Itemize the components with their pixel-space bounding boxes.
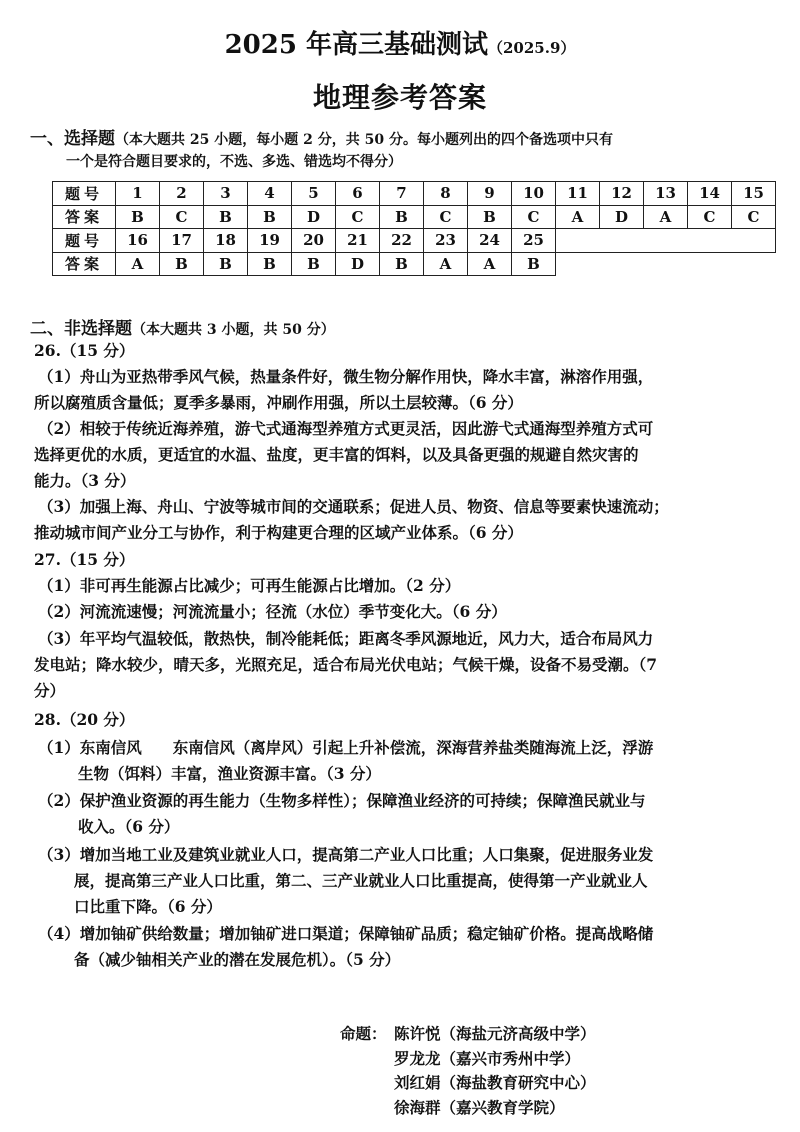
q28-line: 展，提高第三产业人口比重，第二、三产业就业人口比重提高，使得第一产业就业人 bbox=[74, 871, 648, 890]
question-number: 13 bbox=[644, 182, 688, 206]
question-number: 22 bbox=[380, 229, 424, 253]
q26-line: （3）加强上海、舟山、宁波等城市间的交通联系；促进人员、物资、信息等要素快速流动； bbox=[38, 497, 669, 516]
author-name: 罗龙龙（嘉兴市秀州中学） bbox=[394, 1048, 581, 1068]
section1-heading-line bbox=[30, 124, 613, 149]
q27-line: 分） bbox=[34, 681, 66, 700]
question-number: 5 bbox=[292, 182, 336, 206]
author-row bbox=[340, 1071, 596, 1096]
q26-line: 选择更优的水质，更适宜的水温、盐度，更丰富的饵料，以及具备更强的规避自然灾害的 bbox=[34, 445, 639, 464]
page-title bbox=[0, 24, 800, 61]
q28-line: （4）增加铀矿供给数量；增加铀矿进口渠道；保障铀矿品质；稳定铀矿价格。提高战略储 bbox=[38, 924, 654, 943]
table-blank bbox=[556, 229, 776, 253]
question-number: 19 bbox=[248, 229, 292, 253]
answer-label: 答案 bbox=[53, 205, 116, 229]
question-number: 23 bbox=[424, 229, 468, 253]
section1-note-line2: 一个是符合题目要求的，不选、多选、错选均不得分） bbox=[66, 154, 402, 170]
q26-line: 能力。（3 分） bbox=[34, 471, 136, 490]
q27-title: 27.（15 分） bbox=[34, 550, 135, 569]
page-subtitle: 地理参考答案 bbox=[312, 81, 487, 114]
section2-heading-line bbox=[30, 314, 335, 339]
table-row bbox=[53, 205, 776, 229]
section1-note-line1: （本大题共 25 小题，每小题 2 分，共 50 分。每小题列出的四个备选项中只有 bbox=[115, 132, 613, 148]
question-number: 20 bbox=[292, 229, 336, 253]
question-number: 9 bbox=[468, 182, 512, 206]
q27-line: （3）年平均气温较低，散热快，制冷能耗低；距离冬季风源地近，风力大，适合布局风力 bbox=[38, 629, 654, 648]
q28-line: （1）东南信风 东南信风（离岸风）引起上升补偿流，深海营养盐类随海流上泛，浮游 bbox=[38, 738, 654, 757]
question-number: 18 bbox=[204, 229, 248, 253]
question-number: 14 bbox=[688, 182, 732, 206]
answer-cell: C bbox=[512, 205, 556, 229]
author-row bbox=[340, 1022, 596, 1047]
section1-heading: 一、选择题 bbox=[30, 129, 115, 149]
q26-line: 推动城市间产业分工与协作，利于构建更合理的区域产业体系。（6 分） bbox=[34, 523, 523, 542]
section1-note-line2-wrap bbox=[66, 151, 402, 171]
section2-heading: 二、非选择题 bbox=[30, 319, 132, 339]
answer-cell: D bbox=[292, 205, 336, 229]
question-number: 2 bbox=[160, 182, 204, 206]
author-row bbox=[340, 1096, 596, 1121]
question-number: 15 bbox=[732, 182, 776, 206]
answer-cell: B bbox=[204, 205, 248, 229]
question-number: 12 bbox=[600, 182, 644, 206]
table-row bbox=[53, 252, 776, 276]
q26-line: （2）相较于传统近海养殖，游弋式通海型养殖方式更灵活，因此游弋式通海型养殖方式可 bbox=[38, 419, 654, 438]
title-main: 2025 年高三基础测试 bbox=[224, 30, 488, 60]
answer-cell: B bbox=[160, 252, 204, 276]
section2-note: （本大题共 3 小题，共 50 分） bbox=[132, 322, 335, 338]
q28-line: 口比重下降。（6 分） bbox=[74, 897, 222, 916]
authors-label: 命题： bbox=[340, 1024, 387, 1043]
authors-block bbox=[340, 1022, 596, 1120]
answer-cell: C bbox=[732, 205, 776, 229]
q28-line: 备（减少铀相关产业的潜在发展危机）。（5 分） bbox=[74, 950, 401, 969]
q27-line: 发电站；降水较少，晴天多，光照充足，适合布局光伏电站；气候干燥，设备不易受潮。（7 bbox=[34, 655, 658, 674]
answer-cell: B bbox=[116, 205, 160, 229]
question-number: 17 bbox=[160, 229, 204, 253]
table-row bbox=[53, 182, 776, 206]
question-number: 25 bbox=[512, 229, 556, 253]
question-number: 24 bbox=[468, 229, 512, 253]
question-number: 3 bbox=[204, 182, 248, 206]
question-number: 6 bbox=[336, 182, 380, 206]
q26-title: 26.（15 分） bbox=[34, 341, 135, 360]
answer-cell: D bbox=[336, 252, 380, 276]
answer-cell: C bbox=[336, 205, 380, 229]
q28-line: （3）增加当地工业及建筑业就业人口，提高第二产业人口比重；人口集聚，促进服务业发 bbox=[38, 845, 654, 864]
answer-table bbox=[52, 181, 776, 276]
answer-cell: B bbox=[468, 205, 512, 229]
answer-cell: A bbox=[644, 205, 688, 229]
answer-cell: A bbox=[116, 252, 160, 276]
title-date: （2025.9） bbox=[488, 39, 576, 57]
answer-cell: C bbox=[688, 205, 732, 229]
author-row bbox=[340, 1047, 596, 1072]
number-label: 题号 bbox=[53, 182, 116, 206]
question-number: 7 bbox=[380, 182, 424, 206]
q28-line: 生物（饵料）丰富，渔业资源丰富。（3 分） bbox=[78, 764, 381, 783]
q27-line: （1）非可再生能源占比减少；可再生能源占比增加。（2 分） bbox=[38, 576, 461, 595]
answer-cell: A bbox=[424, 252, 468, 276]
number-label: 题号 bbox=[53, 229, 116, 253]
question-number: 21 bbox=[336, 229, 380, 253]
answer-cell: C bbox=[160, 205, 204, 229]
question-number: 8 bbox=[424, 182, 468, 206]
answer-cell: B bbox=[248, 252, 292, 276]
question-number: 16 bbox=[116, 229, 160, 253]
q28-line: （2）保护渔业资源的再生能力（生物多样性）；保障渔业经济的可持续；保障渔民就业与 bbox=[38, 791, 646, 810]
author-name: 刘红娟（海盐教育研究中心） bbox=[394, 1073, 596, 1092]
author-name: 陈许悦（海盐元济高级中学） bbox=[394, 1024, 596, 1043]
answer-cell: A bbox=[468, 252, 512, 276]
answer-cell: B bbox=[380, 205, 424, 229]
answer-cell: B bbox=[204, 252, 248, 276]
q26-line: （1）舟山为亚热带季风气候，热量条件好，微生物分解作用快，降水丰富，淋溶作用强， bbox=[38, 367, 654, 386]
answer-cell: C bbox=[424, 205, 468, 229]
table-row bbox=[53, 229, 776, 253]
answer-cell: D bbox=[600, 205, 644, 229]
answer-label: 答案 bbox=[53, 252, 116, 276]
q27-line: （2）河流流速慢；河流流量小；径流（水位）季节变化大。（6 分） bbox=[38, 602, 507, 621]
q28-title: 28.（20 分） bbox=[34, 710, 135, 729]
answer-cell: B bbox=[512, 252, 556, 276]
answer-cell: B bbox=[292, 252, 336, 276]
answer-cell: A bbox=[556, 205, 600, 229]
question-number: 1 bbox=[116, 182, 160, 206]
author-name: 徐海群（嘉兴教育学院） bbox=[394, 1097, 565, 1117]
question-number: 4 bbox=[248, 182, 292, 206]
answer-cell: B bbox=[380, 252, 424, 276]
q26-line: 所以腐殖质含量低；夏季多暴雨，冲刷作用强，所以土层较薄。（6 分） bbox=[34, 393, 523, 412]
table-blank bbox=[556, 252, 776, 276]
q28-line: 收入。（6 分） bbox=[78, 817, 180, 836]
question-number: 10 bbox=[512, 182, 556, 206]
answer-cell: B bbox=[248, 205, 292, 229]
question-number: 11 bbox=[556, 182, 600, 206]
